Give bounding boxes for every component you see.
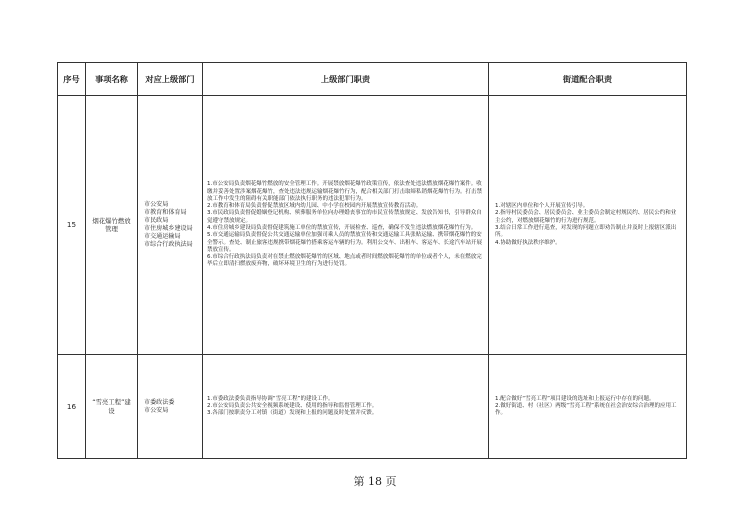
row-street-duties bbox=[489, 355, 687, 459]
street-duty-paragraph: 2.做好街道、村（社区）两级“雪亮工程”系统在社会治安综合治理的应用工作。 bbox=[495, 402, 677, 417]
row-item-name: “雪亮工程”建设 bbox=[86, 355, 138, 459]
duty-paragraph: 6.市综合行政执法局负责对在禁止燃放烟花爆竹的区域、地点或者时间燃放烟花爆竹的单位或者个人，未在燃放完毕后立即清扫燃放废弃物，破坏环境卫生的行为进行处罚。 bbox=[207, 254, 482, 268]
table-row bbox=[58, 96, 687, 355]
duty-paragraph: 1.市公安局负责烟花爆竹燃放的安全管理工作。开展禁放烟花爆竹政策宣传，依法查处违法燃放烟花爆竹案件。收缴并妥善处置涉案烟花爆竹，查处违法违规运输烟花爆竹行为，配合相关部门打击取缔私销烟花爆竹行为。打击禁放工作中发生的阻碍有关职能部门依法执行职务的违法犯罪行为。 bbox=[207, 181, 483, 202]
row-superior-duties bbox=[203, 96, 489, 355]
department-entry: 市教育和体育局 bbox=[144, 209, 187, 216]
street-duty-paragraph: 2.指导村民委员会、居民委员会、业主委员会制定村规民约、居民公约和业主公约，对燃放烟花爆竹的行为进行规范。 bbox=[495, 210, 677, 224]
department-entry: 市住房城乡建设局 bbox=[144, 225, 193, 232]
duty-paragraph: 4.市住房城乡建设局负责督促建筑施工单位的禁放宣传，开展检查、巡查，确保不发生违法燃放烟花爆竹行为。 bbox=[207, 225, 477, 231]
department-entry: 市交通运输局 bbox=[144, 233, 181, 240]
responsibility-table bbox=[57, 62, 687, 459]
street-duty-paragraph: 1.配合做好“雪亮工程”项目建设的选址和上报运行中存在的问题。 bbox=[495, 395, 655, 402]
header-superior-duties: 上级部门职责 bbox=[203, 63, 489, 96]
header-street-duties: 街道配合职责 bbox=[489, 63, 687, 96]
row-index: 16 bbox=[58, 355, 86, 459]
header-department: 对应上级部门 bbox=[138, 63, 203, 96]
duty-paragraph: 1.市委政法委负责指导协调“雪亮工程”的建设工作。 bbox=[207, 395, 334, 402]
header-item-name: 事项名称 bbox=[86, 63, 138, 96]
header-index: 序号 bbox=[58, 63, 86, 96]
duty-paragraph: 3.各部门按职责分工对镇（街道）发现和上报的问题及时处置并反馈。 bbox=[207, 410, 378, 417]
table-header-row bbox=[58, 63, 687, 96]
street-duty-paragraph: 3.结合日常工作进行巡查，对发现的问题立即劝告制止并及时上报辖区派出所。 bbox=[495, 225, 677, 239]
row-superior-duties bbox=[203, 355, 489, 459]
department-entry: 市委政法委 bbox=[144, 398, 175, 406]
department-entry: 市公安局 bbox=[144, 201, 169, 208]
row-item-name: 烟花爆竹燃放管理 bbox=[86, 96, 138, 355]
department-entry: 市民政局 bbox=[144, 217, 169, 224]
row-departments bbox=[138, 355, 203, 459]
row-departments bbox=[138, 96, 203, 355]
duty-paragraph: 5.市交通运输局负责督促公共交通运输单位加强司乘人员的禁放宣传和交通运输工具张贴运输、携带烟花爆竹的安全警示。查处、制止旅客违规携带烟花爆竹搭乘客运车辆的行为。利用公交车、出租车、客运车、长途汽车站开展禁放宣传。 bbox=[207, 232, 483, 253]
row-index: 15 bbox=[58, 96, 86, 355]
duty-paragraph: 2.市公安局负责公共安全视频系统建设、使用的指导和监督管理工作。 bbox=[207, 402, 378, 409]
department-entry: 市公安局 bbox=[144, 406, 169, 414]
department-entry: 市综合行政执法局 bbox=[144, 241, 193, 248]
duty-paragraph: 3.市民政局负责督促婚姻登记机构、殡葬服务单位向办理婚丧事宜的市民宣传禁放规定、发放告知书，引导群众自觉遵守禁放规定。 bbox=[207, 210, 482, 224]
street-duty-paragraph: 1.对辖区内单位和个人开展宣传引导。 bbox=[495, 203, 589, 210]
street-duty-paragraph: 4.协助做好执法秩序维护。 bbox=[495, 239, 561, 246]
duty-paragraph: 2.市教育和体育局负责督促禁放区域内幼儿园、中小学在校园内开展禁放宣传教育活动。 bbox=[207, 203, 422, 210]
page-number: 第 18 页 bbox=[353, 475, 397, 488]
table-row bbox=[58, 355, 687, 459]
row-street-duties bbox=[489, 96, 687, 355]
